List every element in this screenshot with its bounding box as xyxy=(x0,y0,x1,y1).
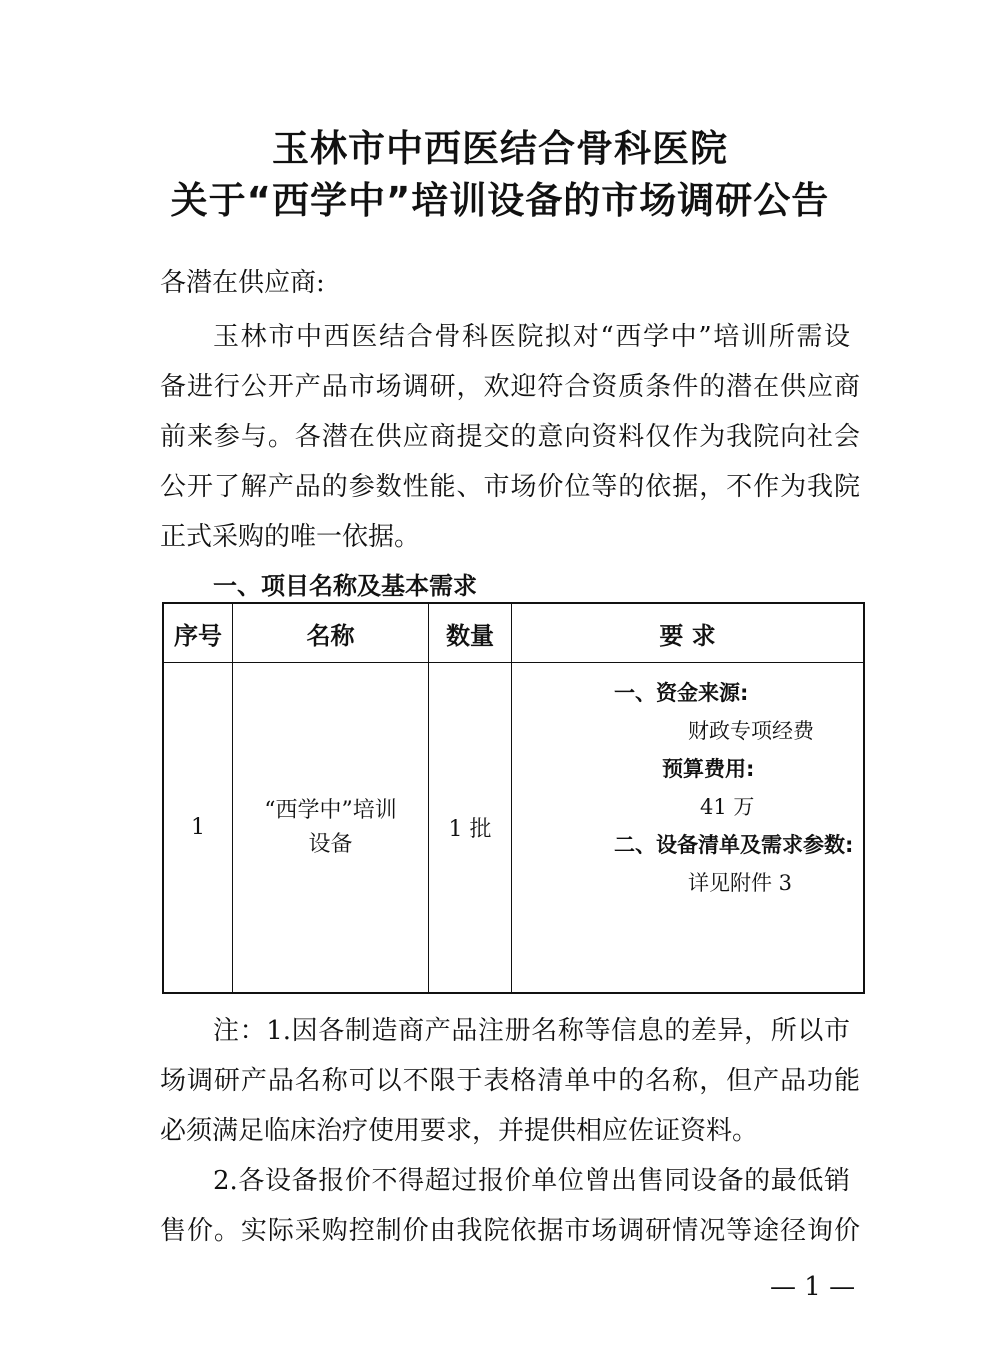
budget-value: 41 万 xyxy=(700,795,755,819)
note-line-4: 2.各设备报价不得超过报价单位曾出售同设备的最低销 xyxy=(213,1166,850,1196)
note-line-1: 注：1.因各制造商产品注册名称等信息的差异，所以市 xyxy=(213,1016,850,1046)
header-number: 序号 xyxy=(163,603,233,663)
intro-line-1: 玉林市中西医结合骨科医院拟对“西学中”培训所需设 xyxy=(213,322,850,352)
header-quantity: 数量 xyxy=(429,603,512,663)
header-name: 名称 xyxy=(233,603,429,663)
intro-line-5: 正式采购的唯一依据。 xyxy=(160,522,421,552)
document-title-line-2: 关于“西学中”培训设备的市场调研公告 xyxy=(170,179,830,222)
cell-number: 1 xyxy=(163,663,233,994)
intro-line-2: 备进行公开产品市场调研，欢迎符合资质条件的潜在供应商 xyxy=(160,372,860,402)
intro-line-4: 公开了解产品的参数性能、市场价位等的依据，不作为我院 xyxy=(160,472,860,502)
funding-value: 财政专项经费 xyxy=(688,719,814,743)
header-requirements: 要 求 xyxy=(512,603,865,663)
table-header-row xyxy=(163,603,864,663)
page-number: — 1 — xyxy=(770,1272,856,1302)
cell-quantity: 1 批 xyxy=(429,663,512,994)
document-title-line-1: 玉林市中西医结合骨科医院 xyxy=(272,127,728,170)
section-heading: 一、项目名称及基本需求 xyxy=(213,572,477,600)
equipment-list-label: 二、设备清单及需求参数: xyxy=(614,833,854,857)
note-line-2: 场调研产品名称可以不限于表格清单中的名称，但产品功能 xyxy=(160,1066,860,1096)
note-line-3: 必须满足临床治疗使用要求，并提供相应佐证资料。 xyxy=(160,1116,759,1146)
requirements-table xyxy=(162,602,865,994)
note-line-5: 售价。实际采购控制价由我院依据市场调研情况等途径询价 xyxy=(160,1216,860,1246)
funding-label: 一、资金来源: xyxy=(614,681,749,705)
cell-requirements xyxy=(512,663,865,994)
table-row xyxy=(163,663,864,994)
budget-label: 预算费用: xyxy=(662,757,755,781)
cell-name-line-1: “西学中”培训 xyxy=(264,797,397,823)
intro-line-3: 前来参与。各潜在供应商提交的意向资料仅作为我院向社会 xyxy=(160,422,860,452)
cell-name xyxy=(233,663,429,994)
cell-name-line-2: 设备 xyxy=(308,831,353,857)
salutation: 各潜在供应商: xyxy=(160,268,325,298)
equipment-list-value: 详见附件 3 xyxy=(688,871,793,895)
